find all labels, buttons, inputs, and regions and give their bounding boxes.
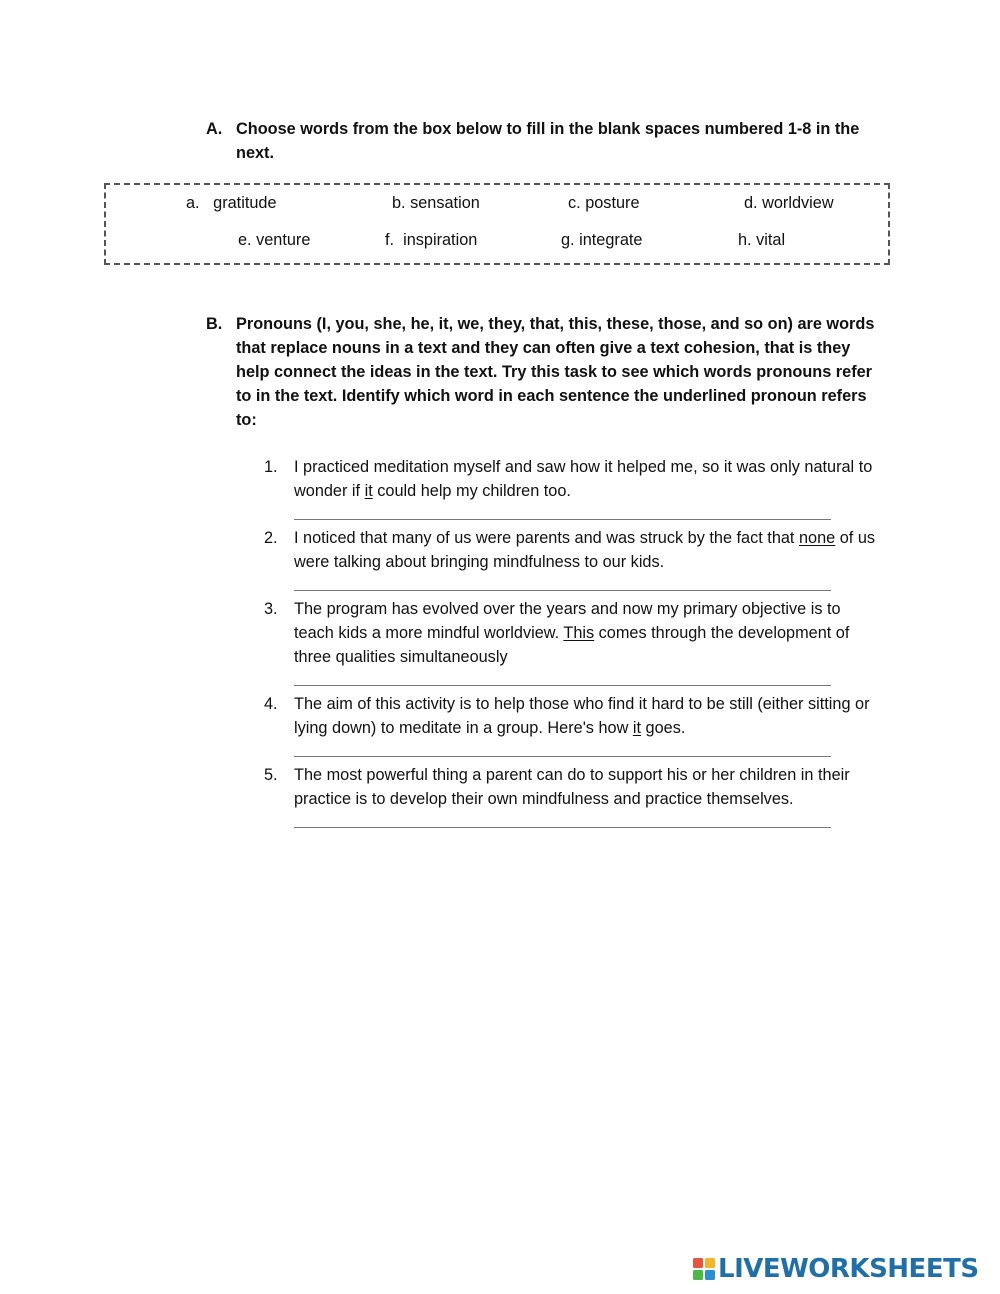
question-number: 5. <box>264 766 278 784</box>
answer-line-4[interactable] <box>294 756 831 757</box>
question-text: I noticed that many of us were parents and was struck by the fact that none of us were talking about bringing mindfulness to our kids. <box>294 529 876 571</box>
section-a-instruction: Choose words from the box below to fill in the blank spaces numbered 1-8 in the next. <box>236 120 860 162</box>
question-list <box>264 455 880 834</box>
word-option-g: g. integrate <box>561 231 643 249</box>
word-option-h: h. vital <box>738 231 786 249</box>
word-box <box>104 183 890 265</box>
word-option-b: b. sensation <box>392 194 480 212</box>
question-number: 2. <box>264 529 278 547</box>
question-number: 4. <box>264 695 278 713</box>
underlined-pronoun: This <box>563 624 595 642</box>
answer-line-3[interactable] <box>294 685 831 686</box>
question-item <box>264 692 880 740</box>
question-number: 3. <box>264 600 278 618</box>
answer-line-5[interactable] <box>294 827 831 828</box>
underlined-pronoun: it <box>632 719 642 737</box>
word-option-c: c. posture <box>568 194 640 212</box>
question-text: I practiced meditation myself and saw how it helped me, so it was only natural to wonder if it could help my children too. <box>294 458 873 500</box>
question-item <box>264 526 880 574</box>
section-b-letter: B. <box>206 315 223 333</box>
word-option-f: f. inspiration <box>385 231 478 249</box>
section-b-instruction: Pronouns (I, you, she, he, it, we, they, that, this, these, those, and so on) are words that replace nouns in a text and they can often give a text cohesion, that is they help connect the ideas in the text. Try this task to see which words pronouns refer to in the text. Identify which word in each sentence the underlined pronoun refers to: <box>236 315 875 429</box>
word-option-a: a. gratitude <box>186 194 277 212</box>
section-b <box>206 312 876 432</box>
answer-line-2[interactable] <box>294 590 831 591</box>
liveworksheets-logo-icon <box>692 1257 716 1281</box>
brand-name: LIVEWORKSHEETS <box>718 1254 979 1284</box>
word-option-d: d. worldview <box>744 194 834 212</box>
question-item <box>264 597 880 669</box>
question-number: 1. <box>264 458 278 476</box>
question-text: The most powerful thing a parent can do to support his or her children in their practice is to develop their own mindfulness and practice themselves. <box>294 766 850 808</box>
question-item <box>264 455 880 503</box>
underlined-pronoun: it <box>364 482 373 500</box>
section-a-heading <box>206 117 866 165</box>
question-text: The program has evolved over the years and now my primary objective is to teach kids a more mindful worldview. This comes through the development of three qualities simultaneously <box>294 600 850 666</box>
underlined-pronoun: none <box>798 529 836 547</box>
section-b-heading <box>206 312 876 432</box>
word-option-e: e. venture <box>238 231 311 249</box>
section-a <box>206 117 866 165</box>
answer-line-1[interactable] <box>294 519 831 520</box>
liveworksheets-brand <box>692 1254 979 1284</box>
section-a-letter: A. <box>206 120 223 138</box>
question-item <box>264 763 880 811</box>
question-text: The aim of this activity is to help those who find it hard to be still (either sitting or lying down) to meditate in a group. Here's how it goes. <box>294 695 870 737</box>
